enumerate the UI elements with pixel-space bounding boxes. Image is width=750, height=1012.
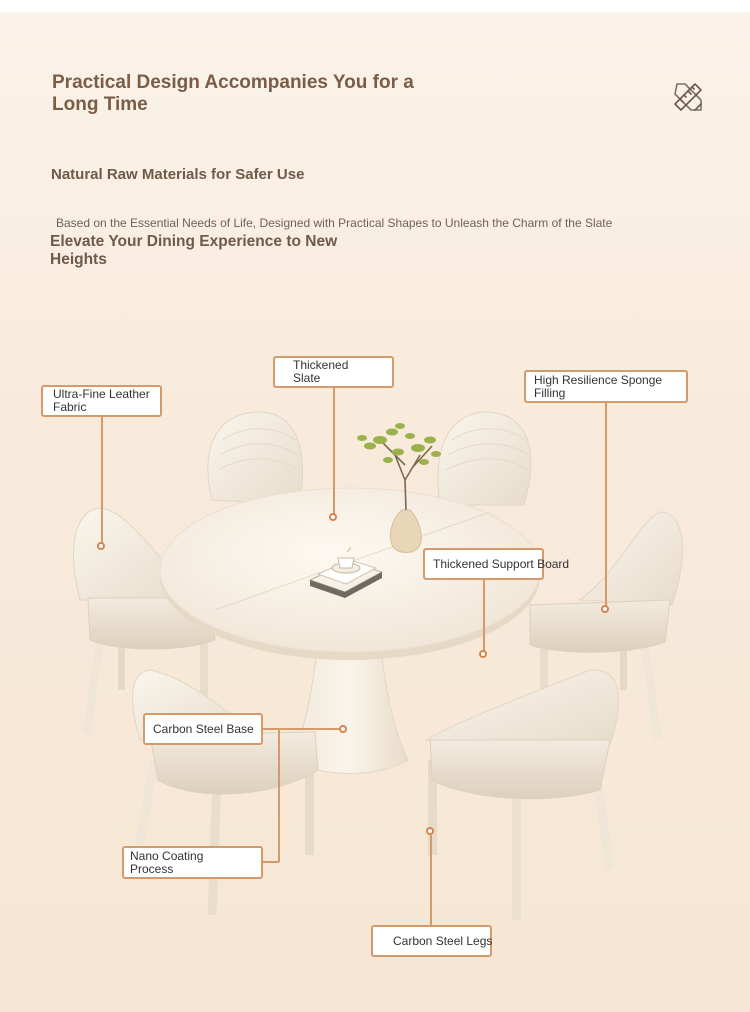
leader-line-sponge [605, 402, 607, 607]
callout-nano-label: Nano Coating Process [130, 848, 204, 876]
callout-base-label: Carbon Steel Base [153, 721, 254, 736]
leader-line-slate [333, 387, 335, 515]
leader-line-base [262, 728, 342, 730]
chair-back-right [438, 412, 531, 505]
leader-line-legs [430, 835, 432, 927]
callout-sponge-label: High Resilience Sponge Filling [534, 372, 663, 400]
callout-slate [273, 356, 394, 388]
leader-line-support [483, 580, 485, 652]
section-heading: Elevate Your Dining Experience to New Heights [50, 233, 338, 268]
callout-nano [122, 846, 263, 879]
leader-line-nano-vertical [278, 728, 280, 862]
leader-line-nano-horizontal [262, 861, 279, 863]
callout-legs [371, 925, 492, 957]
callout-support-label: Thickened Support Board [433, 556, 570, 571]
callout-dot-leather [97, 542, 105, 550]
callout-sponge [524, 370, 688, 403]
callout-leather-label: Ultra-Fine Leather Fabric [53, 387, 150, 414]
callout-slate-label: Thickened Slate [293, 358, 349, 385]
section-description: Based on the Essential Needs of Life, Designed with Practical Shapes to Unleash the Charm of the Slate [56, 216, 613, 230]
leader-line-leather [101, 416, 103, 544]
section-subtitle: Natural Raw Materials for Safer Use [51, 166, 305, 183]
callout-dot-sponge [601, 605, 609, 613]
chair-back-left [208, 412, 303, 505]
callout-support [423, 548, 570, 580]
callout-dot-legs [426, 827, 434, 835]
callout-dot-slate [329, 513, 337, 521]
callout-dot-base [339, 725, 347, 733]
callout-leather [41, 385, 162, 417]
page-title: Practical Design Accompanies You for a Long Time [52, 72, 414, 115]
callout-base [143, 713, 263, 745]
callout-dot-support [479, 650, 487, 658]
chair-front-right [426, 670, 619, 920]
callout-legs-label: Carbon Steel Legs [393, 933, 493, 948]
